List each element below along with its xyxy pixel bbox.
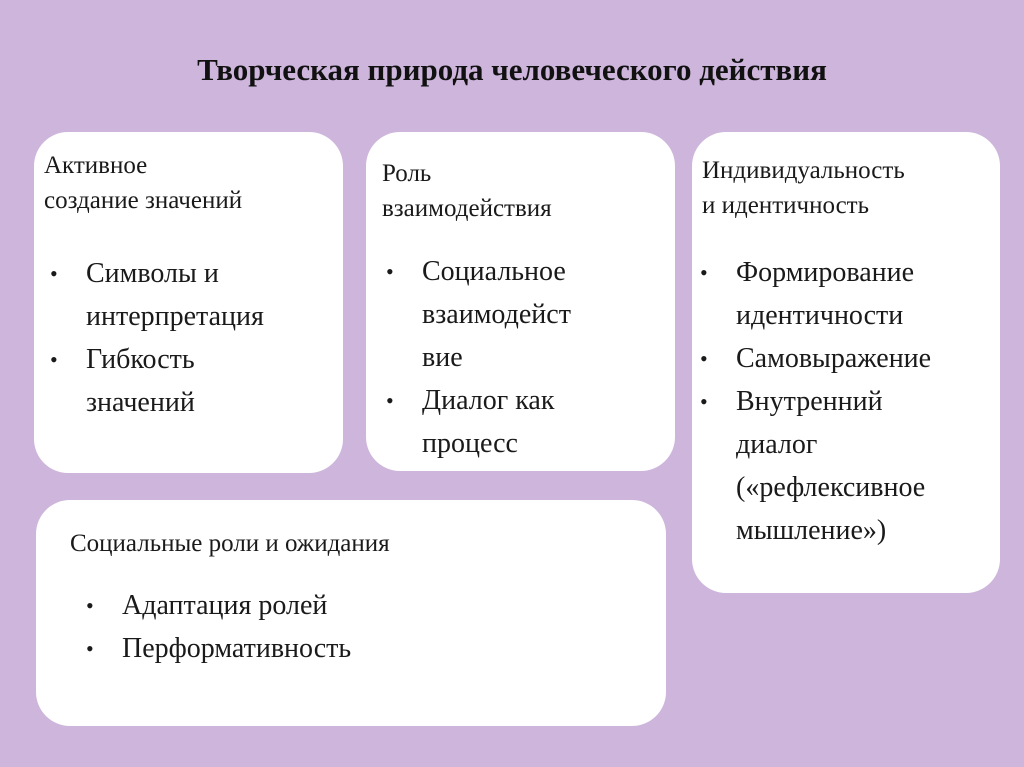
bullet-icon: • bbox=[50, 347, 58, 372]
list-item bbox=[380, 379, 670, 465]
item-line: мышление») bbox=[736, 515, 887, 546]
item-line: Адаптация ролей bbox=[122, 590, 328, 621]
bullet-icon: • bbox=[700, 346, 708, 371]
bullet-icon: • bbox=[86, 636, 94, 661]
heading-line: Роль bbox=[382, 160, 432, 187]
box-heading bbox=[70, 526, 390, 561]
bullet-icon: • bbox=[700, 389, 708, 414]
bullet-icon: • bbox=[386, 388, 394, 413]
heading-line: Социальные роли и ожидания bbox=[70, 530, 390, 557]
item-line: значений bbox=[86, 387, 195, 418]
heading-line: создание значений bbox=[44, 187, 243, 214]
item-line: процесс bbox=[422, 428, 518, 459]
box-heading bbox=[44, 148, 242, 218]
bullet-icon: • bbox=[50, 261, 58, 286]
item-line: Социальное bbox=[422, 256, 566, 287]
bullet-icon: • bbox=[86, 593, 94, 618]
heading-line: взаимодействия bbox=[382, 195, 552, 222]
list-item bbox=[380, 250, 670, 379]
heading-line: и идентичность bbox=[702, 192, 870, 219]
bullet-list bbox=[80, 584, 640, 670]
bullet-icon: • bbox=[386, 259, 394, 284]
heading-line: Активное bbox=[44, 152, 148, 179]
item-line: взаимодейст bbox=[422, 299, 571, 330]
item-line: Внутренний bbox=[736, 386, 883, 417]
item-line: Формирование bbox=[736, 257, 915, 288]
box-heading bbox=[702, 153, 905, 223]
list-item bbox=[694, 251, 994, 337]
box-active-meaning bbox=[34, 132, 343, 473]
item-line: Символы и bbox=[86, 258, 219, 289]
item-line: диалог bbox=[736, 429, 818, 460]
heading-line: Индивидуальность bbox=[702, 157, 905, 184]
list-item bbox=[80, 627, 640, 670]
box-heading bbox=[382, 156, 552, 226]
item-line: Перформативность bbox=[122, 633, 352, 664]
box-individuality bbox=[692, 132, 1000, 593]
item-line: вие bbox=[422, 342, 463, 373]
item-line: («рефлексивное bbox=[736, 472, 926, 503]
list-item bbox=[694, 337, 994, 380]
slide-title: Творческая природа человеческого действия bbox=[197, 52, 827, 87]
item-line: Гибкость bbox=[86, 344, 195, 375]
item-line: Самовыражение bbox=[736, 343, 932, 374]
item-line: Диалог как bbox=[422, 385, 555, 416]
bullet-list bbox=[380, 250, 670, 465]
box-interaction-role bbox=[366, 132, 675, 471]
bullet-icon: • bbox=[700, 260, 708, 285]
list-item bbox=[44, 252, 334, 338]
item-line: интерпретация bbox=[86, 301, 264, 332]
box-social-roles bbox=[36, 500, 666, 726]
list-item bbox=[80, 584, 640, 627]
list-item bbox=[44, 338, 334, 424]
bullet-list bbox=[44, 252, 334, 424]
item-line: идентичности bbox=[736, 300, 904, 331]
bullet-list bbox=[694, 251, 994, 552]
list-item bbox=[694, 380, 994, 552]
